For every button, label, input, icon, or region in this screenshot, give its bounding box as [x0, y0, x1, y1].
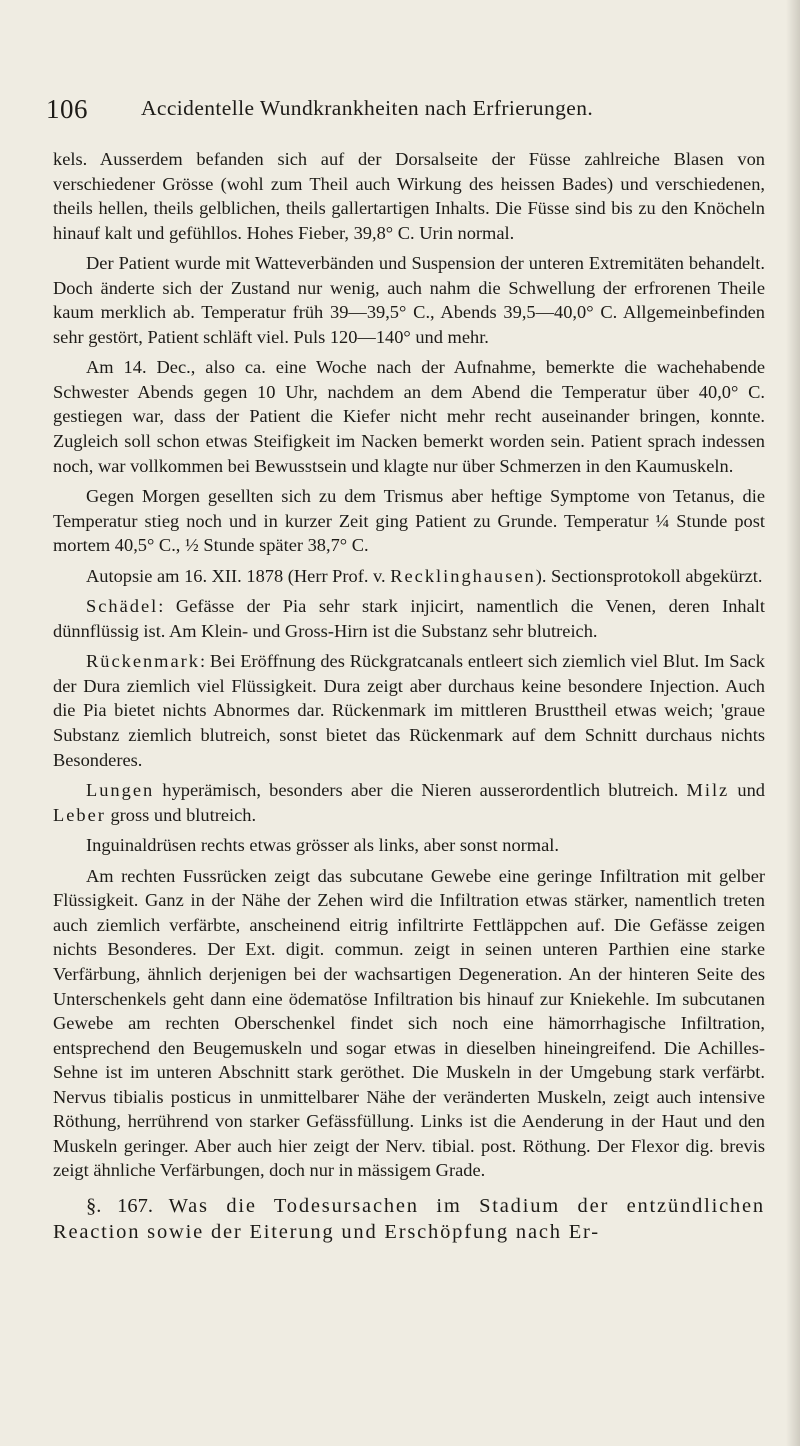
lungen-text: hyperämisch, besonders aber die Nieren ausserordentlich blutreich.: [154, 780, 687, 801]
term-rueckenmark: Rückenmark: [86, 651, 200, 672]
professor-name: Recklinghausen: [390, 565, 536, 586]
running-header: [46, 92, 766, 132]
page-edge-shadow: [786, 0, 800, 1446]
schaedel-text: : Gefässe der Pia sehr stark injicirt, namentlich die Venen, deren Inhalt dünnflüssig ist. Am Klein- und Gross-Hirn ist die Substanz sehr blutreich.: [53, 596, 765, 641]
section-title: Was die Todesursachen im Stadium der entzündlichen Reaction sowie der Eiterung und Erschöpfung nach Er-: [53, 1194, 765, 1243]
paragraph-2: Der Patient wurde mit Watteverbänden und Suspension der unteren Extremitäten behandelt. Doch änderte sich der Zustand nur wenig, auch nahm die Schwellung der erfrorenen Theile kaum merklich ab. Temperatur früh 39—39,5° C., Abends 39,5—40,0° C. Allgemeinbefinden sehr gestört, Patient schläft viel. Puls 120—140° und mehr.: [53, 253, 765, 347]
rueckenmark-text: : Bei Eröffnung des Rückgratcanals entleert sich ziemlich viel Blut. Im Sack der Dura ziemlich viel Flüssigkeit. Dura zeigt aber durchaus keine besondere Injection. Auch die Pia bietet nichts Abnormes dar. Rückenmark im mittleren Brusttheil etwas weich; 'graue Substanz ziemlich blutreich, sonst bietet das Rückenmark auf dem Schnitt durchaus nichts Besonderes.: [53, 651, 765, 770]
section-heading: [53, 1193, 765, 1245]
paragraph-1: kels. Ausserdem befanden sich auf der Dorsalseite der Füsse zahlreiche Blasen von verschiedener Grösse (wohl zum Theil auch Wirkung des heissen Bades) und verschiedenen, theils hellen, theils gelblichen, theils gallertartigen Inhalts. Die Füsse sind bis zu den Knöcheln hinauf kalt und gefühllos. Hohes Fieber, 39,8° C. Urin normal.: [53, 149, 765, 243]
paragraph-4: Gegen Morgen gesellten sich zu dem Trismus aber heftige Symptome von Tetanus, die Temperatur stieg noch und in kurzer Zeit ging Patient zu Grunde. Temperatur ¼ Stunde post mortem 40,5° C., ½ Stunde später 38,7° C.: [53, 486, 765, 556]
paragraph-10: Am rechten Fussrücken zeigt das subcutane Gewebe eine geringe Infiltration mit gelber Flüssigkeit. Ganz in der Nähe der Zehen wird die Infiltration etwas stärker, namentlich treten auch ziemlich verfärbte, anscheinend eitrig infiltrirte Fettläppchen auf. Die Gefässe zeigen nichts Besonderes. Der Ext. digit. commun. zeigt in seinen unteren Parthien eine starke Verfärbung, ähnlich derjenigen bei der wachsartigen Degeneration. An der hinteren Seite des Unterschenkels geht dann eine ödematöse Infiltration bis hinauf zur Kniekehle. Im subcutanen Gewebe am rechten Oberschenkel findet sich noch eine hämorrhagische Infiltration, entsprechend den Beugemuskeln und sogar etwas in dieselben hineingreifend. Die Achilles-Sehne ist im unteren Abschnitt stark geröthet. Die Muskeln in der Umgebung stark verfärbt. Nervus tibialis posticus in unmittelbarer Nähe der veränderten Muskeln, zeigt auch intensive Röthung, herrührend von starker Gefässfüllung. Links ist die Aenderung in der Haut und den Muskeln geringer. Aber auch hier zeigt der Nerv. tibial. post. Röthung. Der Flexor dig. brevis zeigt ähnliche Verfärbungen, doch nur in mässigem Grade.: [53, 865, 765, 1181]
paragraph-9: Inguinaldrüsen rechts etwas grösser als links, aber sonst normal.: [86, 835, 559, 856]
milz-text: und: [729, 780, 765, 801]
term-leber: Leber: [53, 804, 106, 825]
section-number: §. 167.: [86, 1194, 153, 1217]
term-lungen: Lungen: [86, 780, 155, 801]
running-title: Accidentelle Wundkrankheiten nach Erfrierungen.: [141, 96, 594, 120]
paragraph-3: Am 14. Dec., also ca. eine Woche nach der Aufnahme, bemerkte die wachehabende Schwester Abends gegen 10 Uhr, nachdem an dem Abend die Temperatur über 40,0° C. gestiegen war, dass der Patient die Kiefer nicht mehr recht auseinander bringen, konnte. Zugleich soll schon etwas Steifigkeit im Nacken bemerkt worden sein. Patient sprach indessen noch, war vollkommen bei Bewusstsein und klagte nur über Schmerzen in den Kaumuskeln.: [53, 357, 765, 476]
autopsy-intro: Autopsie am 16. XII. 1878 (Herr Prof. v.: [86, 565, 391, 586]
paragraph-7: [53, 649, 765, 772]
leber-text: gross und blutreich.: [105, 804, 257, 825]
paragraph-6: [53, 594, 765, 643]
body-text: [53, 147, 765, 1265]
term-milz: Milz: [686, 780, 730, 801]
page-number: 106: [46, 94, 88, 124]
paragraph-8: [53, 778, 765, 827]
autopsy-note: ). Sectionsprotokoll abgekürzt.: [535, 565, 763, 586]
paragraph-5: [53, 564, 765, 589]
term-schaedel: Schädel: [86, 596, 159, 617]
